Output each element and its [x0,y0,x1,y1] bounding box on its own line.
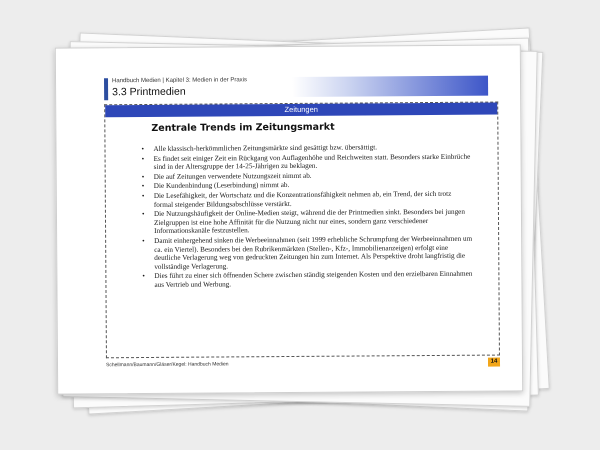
bullet-item: • Die auf Zeitungen verwendete Nutzungszeit nimmt ab. [142,171,472,182]
bullet-item: • Es findet seit einiger Zeit ein Rückgang von Auflagenhöhe und Reichweiten statt. Besonders starke Einbrüche sind in der Altersgruppe der 14-25-Jährigen zu beklagen. [142,152,472,171]
bullet-item: • Alle klassisch-herkömmlichen Zeitungsmärkte sind gesättigt bzw. übersättigt. [141,143,471,154]
tab-zeitungen: Zeitungen [105,103,497,118]
bullet-item: • Dies führt zu einer sich öffnenden Schere zwischen ständig steigenden Kosten und den erzielbaren Einnahmen aus Vertrieb und Werbung. [142,270,472,289]
slide-page [55,44,523,394]
header-gradient-band [292,76,488,97]
page-number-badge: 14 [488,358,500,367]
bullet-item: • Damit einhergehend sinken die Werbeeinnahmen (seit 1999 erhebliche Schrumpfung der Werbeeinnahmen um ca. ein Viertel). Besonders bei den Rubrikenmärkten (Stellen-, Kfz-, Immobilienanzeigen) erfolgt eine deutliche Verlagerung weg von gedruckten Zeitungen hin zum Internet. Als Perspektive droht langfristig die vollständige Verlagerung. [142,235,472,272]
bullet-item: • Die Kundenbindung (Leserbindung) nimmt ab. [142,180,472,191]
box-heading: Zentrale Trends im Zeitungsmarkt [151,121,335,134]
footer-citation: Schellmann/Baumann/Gläser/Kegel: Handbuch Medien [105,361,229,369]
header-accent-bar [104,78,108,100]
bullet-item: • Die Nutzungshäufigkeit der Online-Medien steigt, während die der Printmedien sinkt. Besonders bei jungen Zielgruppen ist eine hohe Affinität für die Nutzung nicht nur eines, sondern ganz verschiedener Informationskanäle festzustellen. [142,208,472,236]
content-box [104,102,500,359]
bullet-item: • Die Lesefähigkeit, der Wortschatz und die Konzentrationsfähigkeit nehmen ab, ein Trend, der sich trotz formal steigender Bildungsabschlüsse verstärkt. [142,190,472,209]
bullet-list [141,143,472,291]
section-title: 3.3 Printmedien [112,85,186,99]
breadcrumb: Handbuch Medien | Kapitel 3: Medien in der Praxis [112,77,248,85]
